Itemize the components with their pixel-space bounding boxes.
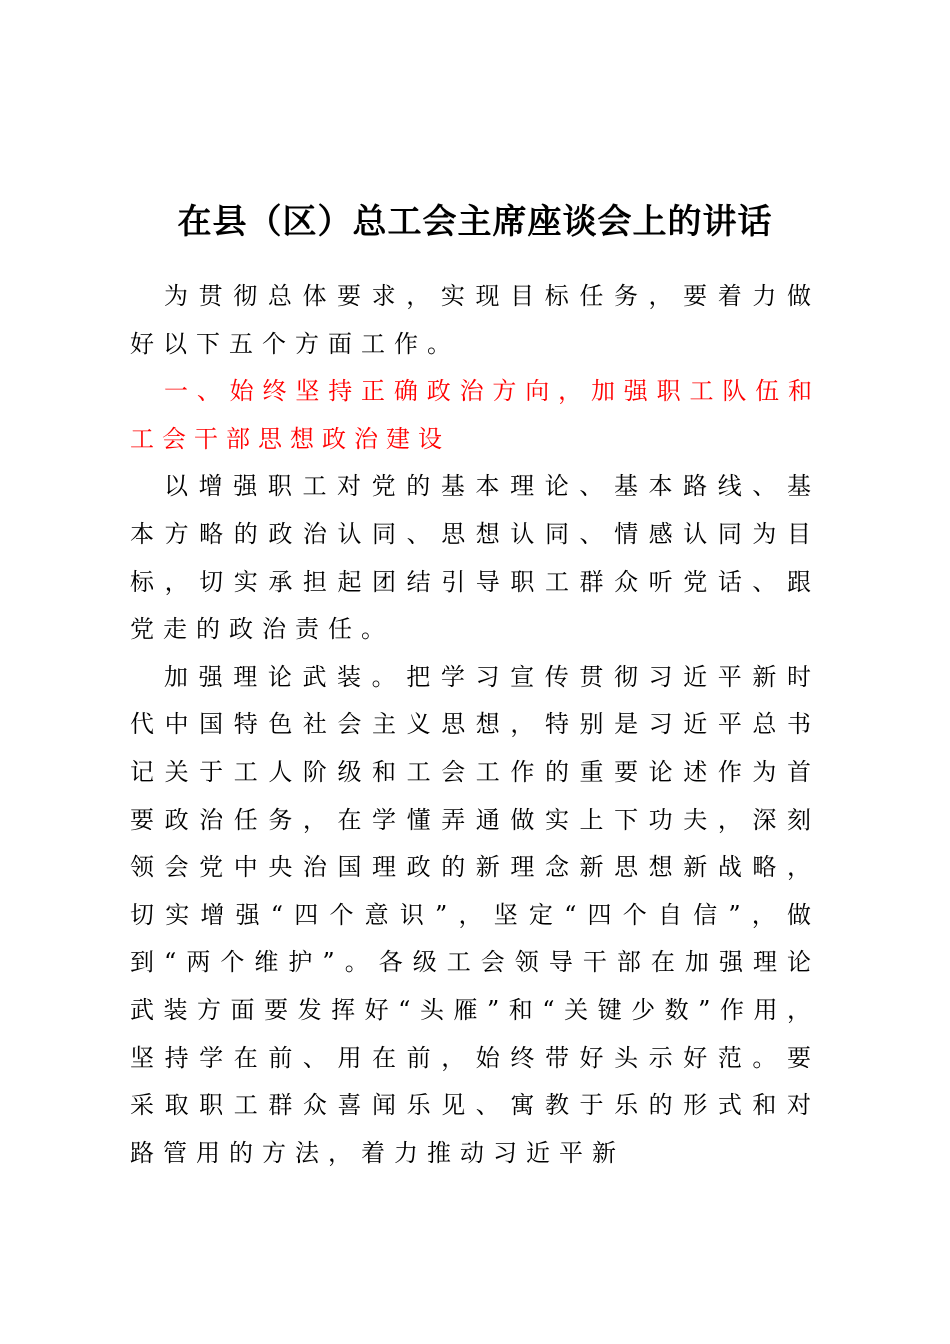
document-title: 在县（区）总工会主席座谈会上的讲话 — [177, 202, 773, 242]
section-1-paragraph-1: 以增强职工对党的基本理论、基本路线、基本方略的政治认同、思想认同、情感认同为目标，切实承担起团结引导职工群众听党话、跟党走的政治责任。 — [130, 472, 820, 644]
section-1-paragraph-2: 加强理论武装。把学习宣传贯彻习近平新时代中国特色社会主义思想，特别是习近平总书记关于工人阶级和工会工作的重要论述作为首要政治任务，在学懂弄通做实上下功夫，深刻领会党中央治国理政的新理念新思想新战略，切实增强“四个意识”，坚定“四个自信”，做到“两个维护”。各级工会领导干部在加强理论武装方面要发挥好“头雁”和“关键少数”作用，坚持学在前、用在前，始终带好头示好范。要采取职工群众喜闻乐见、寓教于乐的形式和对路管用的方法，着力推动习近平新 — [130, 662, 820, 1167]
document-body — [130, 273, 820, 1177]
section-heading-1: 一、始终坚持正确政治方向，加强职工队伍和工会干部思想政治建设 — [130, 377, 820, 453]
intro-paragraph: 为贯彻总体要求，实现目标任务，要着力做好以下五个方面工作。 — [130, 282, 820, 358]
